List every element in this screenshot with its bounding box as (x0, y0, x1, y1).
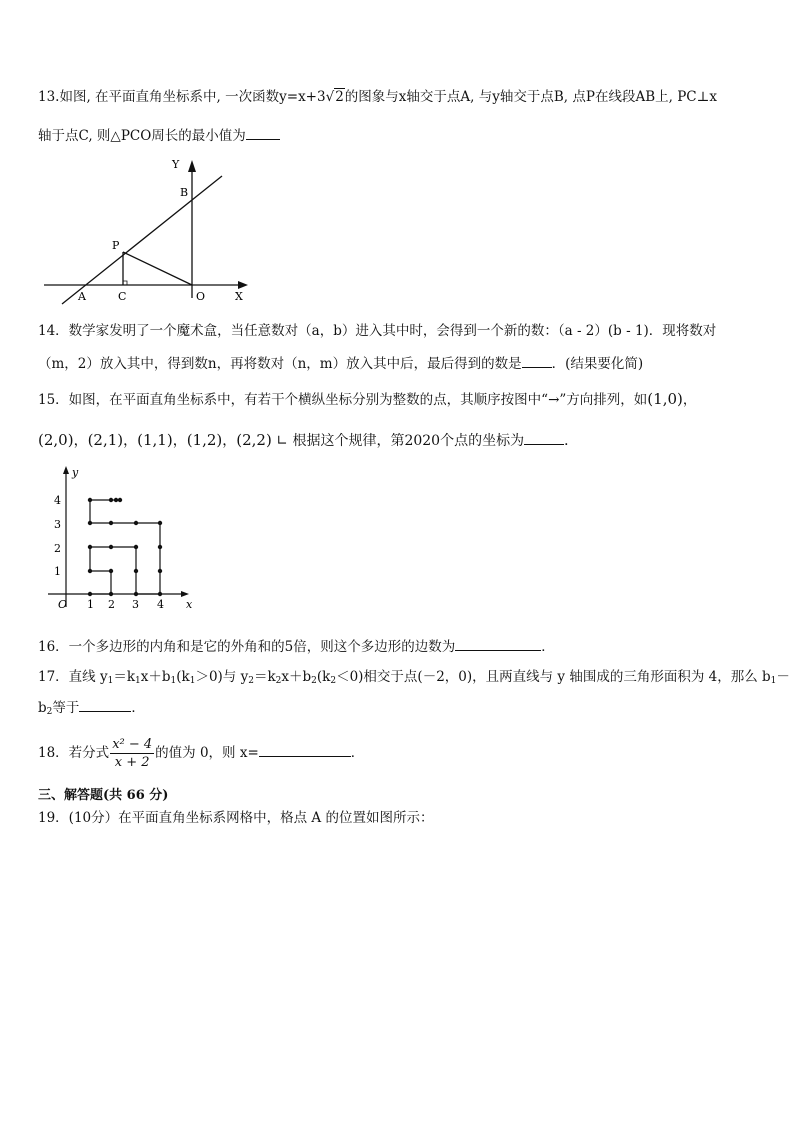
q15-x-tick-1: 1 (87, 598, 94, 611)
q13-line1 (38, 88, 717, 106)
q15-y-label: y (72, 466, 79, 479)
q13-segment-po (123, 252, 192, 285)
q16-line: 16．一个多边形的内角和是它的外角和的5倍，则这个多边形的边数为 ． (38, 636, 555, 656)
q15-y-tick-2: 2 (54, 542, 61, 555)
q15-figure (38, 462, 218, 612)
q13-line2: 轴于点C, 则△PCO周长的最小值为 (38, 125, 280, 145)
answer-blank-16[interactable] (455, 636, 541, 651)
q13-text-part2: 的图象与x轴交于点A, 与y轴交于点B, 点P在线段AB上, PC⊥x (344, 89, 717, 105)
q13-label-a: A (78, 290, 86, 303)
q15-x-tick-4: 4 (157, 598, 164, 611)
q19-line: 19．(10分）在平面直角坐标系网格中，格点 A 的位置如图所示： (38, 810, 434, 826)
q13-figure (38, 150, 298, 310)
q15-point-5: (1,2) (186, 431, 223, 449)
q13-label-c: C (118, 290, 127, 303)
q15-point-3: (2,1) (87, 431, 124, 449)
q13-y-arrow (188, 160, 196, 172)
q18-line: 18．若分式 $\frac{\text{x² − 4}}{x + 2}$ 的值为 0，则 x= ． (38, 737, 365, 770)
q15-y-tick-1: 1 (54, 565, 61, 578)
q15-line1: 15．如图，在平面直角坐标系中，有若干个横纵坐标分别为整数的点，其顺序按图中“→”方向排列，如(1,0)， (38, 390, 697, 408)
q15-point-1: (1,0) (647, 390, 683, 408)
answer-blank-13[interactable] (246, 125, 280, 140)
q13-x-arrow (238, 281, 248, 289)
answer-blank-15[interactable] (524, 430, 564, 445)
q15-line2: (2,0)，(2,1)，(1,1)，(1,2)，(2,2) ∟ 根据这个规律，第2020个点的坐标为 ． (38, 431, 579, 449)
answer-blank-14[interactable] (522, 353, 552, 368)
q15-origin: O (58, 598, 68, 611)
q13-label-p: P (112, 239, 120, 252)
q15-y-arrow (63, 466, 69, 474)
q15-point-6: (2,2) (236, 431, 272, 449)
sqrt-symbol: √2 (325, 89, 344, 105)
section-title: 三、解答题(共 66 分) (38, 788, 169, 803)
q14-line2: （m，2）放入其中，得到数n，再将数对（n，m）放入其中后，最后得到的数是 ．(结果要化简) (38, 353, 643, 373)
q17-line2: $b_2$等于 ． (38, 697, 145, 721)
q13-label-x: X (235, 290, 243, 303)
q18-fraction: $\frac{\text{x² − 4}}{x + 2}$ (112, 737, 153, 770)
q15-y-tick-4: 4 (54, 494, 61, 507)
answer-blank-17[interactable] (79, 697, 131, 712)
q13-text-part1: 13.如图, 在平面直角坐标系中, 一次函数y=x+3 (38, 89, 326, 105)
q15-x-tick-2: 2 (108, 598, 115, 611)
q15-path (90, 500, 160, 594)
q14-line1: 14．数学家发明了一个魔术盒，当任意数对（a，b）进入其中时，会得到一个新的数：（a - 2）(b - 1)．现将数对 (38, 323, 717, 339)
q15-point-4: (1,1) (137, 431, 173, 449)
q13-label-b: B (180, 186, 189, 199)
q15-x-label: x (186, 598, 193, 611)
answer-blank-18[interactable] (259, 742, 351, 757)
q13-label-y: Y (172, 158, 180, 171)
q15-x-arrow (181, 591, 189, 597)
q15-point-2: (2,0) (38, 431, 74, 449)
q15-x-tick-3: 3 (132, 598, 139, 611)
q17-line1: 17．直线 $y_1=k_1x+b_1(k_1>0)$与 $y_2=k_2x+b_2(k_2<0)$相交于点(－2，0)，且两直线与 y 轴围成的三角形面积为 4，那么 $b_1-$ (38, 669, 790, 686)
q15-y-tick-3: 3 (54, 518, 61, 531)
q13-label-o: O (196, 290, 206, 303)
